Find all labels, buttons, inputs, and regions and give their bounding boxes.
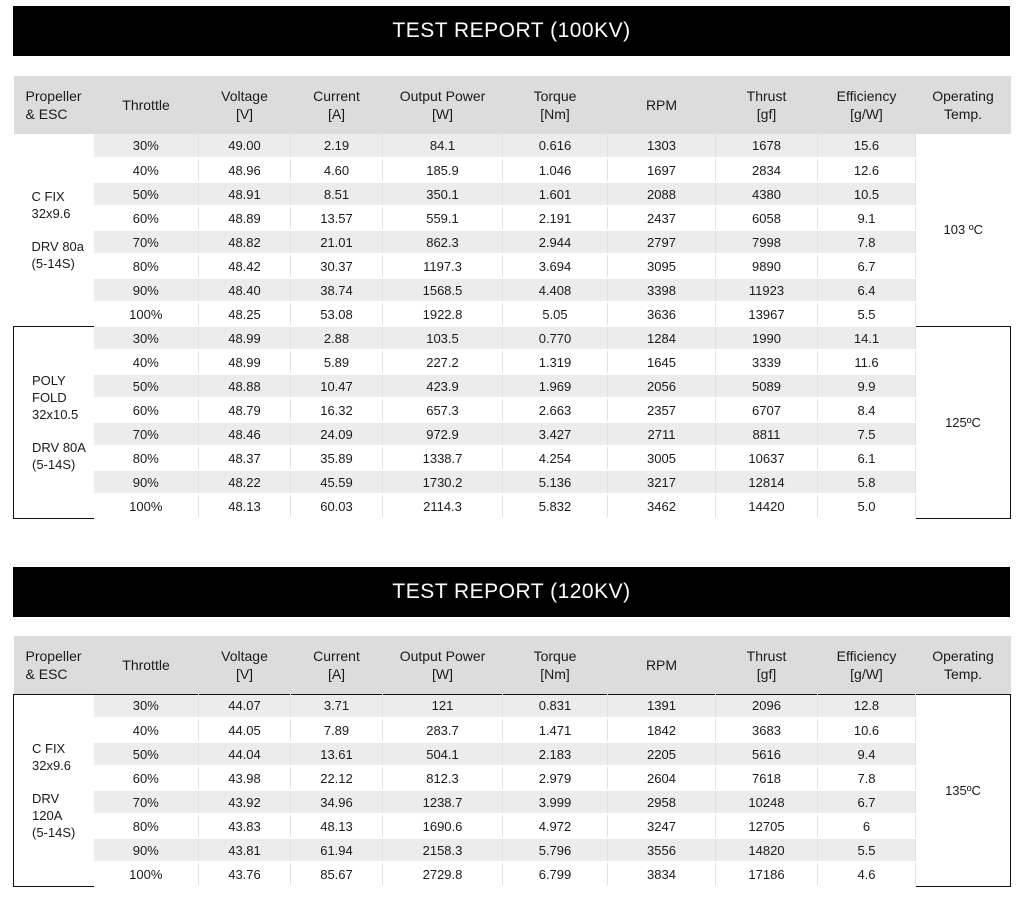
- cell-throttle: 70%: [94, 790, 199, 814]
- table-row: [14, 422, 1011, 446]
- cell-torque: 5.832: [503, 494, 608, 518]
- cell-efficiency: 6.7: [818, 790, 916, 814]
- cell-efficiency: 9.4: [818, 742, 916, 766]
- esc-name-line: (5-14S): [31, 255, 75, 271]
- cell-thrust: 7618: [716, 766, 818, 790]
- table-row: [14, 446, 1011, 470]
- esc-name-line: (5-14S): [32, 824, 76, 840]
- cell-thrust: 10248: [716, 790, 818, 814]
- table-row: [14, 694, 1011, 718]
- cell-output-power: 2729.8: [383, 862, 503, 886]
- cell-thrust: 12814: [716, 470, 818, 494]
- cell-current: 5.89: [291, 350, 383, 374]
- cell-rpm: 2056: [608, 374, 716, 398]
- cell-efficiency: 14.1: [818, 326, 916, 350]
- cell-torque: 6.799: [503, 862, 608, 886]
- cell-throttle: 80%: [94, 254, 199, 278]
- cell-throttle: 80%: [94, 446, 199, 470]
- cell-torque: 2.663: [503, 398, 608, 422]
- operating-temp-value: 135ºC: [916, 694, 1011, 886]
- cell-output-power: 1338.7: [383, 446, 503, 470]
- cell-voltage: 43.81: [199, 838, 291, 862]
- report-section: [14, 134, 1011, 326]
- cell-rpm: 3834: [608, 862, 716, 886]
- cell-thrust: 14420: [716, 494, 818, 518]
- header-efficiency: Efficiency [g/W]: [818, 76, 916, 134]
- table-row: [14, 470, 1011, 494]
- cell-efficiency: 9.9: [818, 374, 916, 398]
- cell-current: 60.03: [291, 494, 383, 518]
- table-row: [14, 350, 1011, 374]
- cell-voltage: 48.46: [199, 422, 291, 446]
- cell-efficiency: 6.7: [818, 254, 916, 278]
- cell-thrust: 10637: [716, 446, 818, 470]
- cell-voltage: 48.82: [199, 230, 291, 254]
- propeller-name-line: 32x9.6: [32, 757, 72, 773]
- cell-current: 13.61: [291, 742, 383, 766]
- cell-output-power: 1730.2: [383, 470, 503, 494]
- cell-torque: 5.136: [503, 470, 608, 494]
- cell-rpm: 3556: [608, 838, 716, 862]
- cell-voltage: 44.04: [199, 742, 291, 766]
- cell-rpm: 3247: [608, 814, 716, 838]
- cell-thrust: 2096: [716, 694, 818, 718]
- propeller-esc-label: [14, 134, 94, 326]
- cell-rpm: 3636: [608, 302, 716, 326]
- table-row: [14, 398, 1011, 422]
- cell-voltage: 48.99: [199, 326, 291, 350]
- cell-current: 8.51: [291, 182, 383, 206]
- cell-efficiency: 11.6: [818, 350, 916, 374]
- cell-rpm: 1842: [608, 718, 716, 742]
- table-row: [14, 134, 1011, 158]
- cell-throttle: 70%: [94, 422, 199, 446]
- cell-output-power: 2114.3: [383, 494, 503, 518]
- header-current: Current [A]: [291, 76, 383, 134]
- cell-output-power: 283.7: [383, 718, 503, 742]
- table-row: [14, 302, 1011, 326]
- cell-efficiency: 5.0: [818, 494, 916, 518]
- cell-current: 16.32: [291, 398, 383, 422]
- cell-rpm: 2604: [608, 766, 716, 790]
- propeller-name-line: C FIX: [32, 740, 66, 756]
- cell-thrust: 11923: [716, 278, 818, 302]
- cell-efficiency: 4.6: [818, 862, 916, 886]
- propeller-name-line: 32x9.6: [31, 205, 71, 221]
- cell-torque: 0.770: [503, 326, 608, 350]
- propeller-name-line: FOLD: [32, 389, 67, 405]
- report-title: TEST REPORT (100KV): [13, 6, 1010, 56]
- cell-thrust: 3339: [716, 350, 818, 374]
- cell-thrust: 4380: [716, 182, 818, 206]
- cell-torque: 1.319: [503, 350, 608, 374]
- cell-voltage: 48.13: [199, 494, 291, 518]
- cell-torque: 1.969: [503, 374, 608, 398]
- cell-thrust: 1678: [716, 134, 818, 158]
- cell-efficiency: 8.4: [818, 398, 916, 422]
- cell-efficiency: 12.8: [818, 694, 916, 718]
- cell-efficiency: 6.1: [818, 446, 916, 470]
- cell-output-power: 423.9: [383, 374, 503, 398]
- cell-torque: 2.191: [503, 206, 608, 230]
- report-section: [14, 694, 1011, 886]
- propeller-esc-label: [14, 326, 94, 518]
- cell-current: 21.01: [291, 230, 383, 254]
- cell-voltage: 44.07: [199, 694, 291, 718]
- cell-torque: 1.046: [503, 158, 608, 182]
- cell-output-power: 862.3: [383, 230, 503, 254]
- cell-rpm: 2357: [608, 398, 716, 422]
- cell-throttle: 40%: [94, 158, 199, 182]
- cell-rpm: 2205: [608, 742, 716, 766]
- table-row: [14, 206, 1011, 230]
- cell-throttle: 90%: [94, 278, 199, 302]
- cell-thrust: 9890: [716, 254, 818, 278]
- cell-current: 53.08: [291, 302, 383, 326]
- cell-current: 24.09: [291, 422, 383, 446]
- cell-voltage: 48.91: [199, 182, 291, 206]
- cell-voltage: 48.37: [199, 446, 291, 470]
- header-thrust: Thrust [gf]: [716, 76, 818, 134]
- cell-output-power: 657.3: [383, 398, 503, 422]
- cell-thrust: 2834: [716, 158, 818, 182]
- cell-rpm: 1697: [608, 158, 716, 182]
- cell-throttle: 30%: [94, 326, 199, 350]
- propeller-name-line: 32x10.5: [32, 406, 79, 422]
- cell-throttle: 40%: [94, 718, 199, 742]
- cell-current: 61.94: [291, 838, 383, 862]
- report-title: TEST REPORT (120KV): [13, 567, 1010, 617]
- cell-torque: 3.427: [503, 422, 608, 446]
- cell-throttle: 70%: [94, 230, 199, 254]
- header-voltage: Voltage [V]: [199, 76, 291, 134]
- cell-current: 38.74: [291, 278, 383, 302]
- header-rpm: RPM: [608, 76, 716, 134]
- cell-torque: 3.999: [503, 790, 608, 814]
- cell-throttle: 30%: [94, 134, 199, 158]
- cell-throttle: 80%: [94, 814, 199, 838]
- header-operating-temp: Operating Temp.: [916, 76, 1011, 134]
- cell-output-power: 227.2: [383, 350, 503, 374]
- cell-throttle: 60%: [94, 398, 199, 422]
- cell-voltage: 48.22: [199, 470, 291, 494]
- header-output-power: Output Power [W]: [383, 76, 503, 134]
- cell-throttle: 50%: [94, 182, 199, 206]
- cell-torque: 2.979: [503, 766, 608, 790]
- table-row: [14, 254, 1011, 278]
- cell-torque: 3.694: [503, 254, 608, 278]
- cell-current: 10.47: [291, 374, 383, 398]
- cell-efficiency: 7.8: [818, 766, 916, 790]
- cell-thrust: 3683: [716, 718, 818, 742]
- cell-thrust: 12705: [716, 814, 818, 838]
- cell-output-power: 1197.3: [383, 254, 503, 278]
- cell-output-power: 559.1: [383, 206, 503, 230]
- cell-voltage: 43.83: [199, 814, 291, 838]
- table-row: [14, 838, 1011, 862]
- cell-output-power: 972.9: [383, 422, 503, 446]
- header-propeller-esc: Propeller & ESC: [14, 636, 94, 694]
- cell-rpm: 1645: [608, 350, 716, 374]
- table-row: [14, 742, 1011, 766]
- cell-current: 30.37: [291, 254, 383, 278]
- cell-rpm: 2088: [608, 182, 716, 206]
- cell-thrust: 5616: [716, 742, 818, 766]
- cell-output-power: 1568.5: [383, 278, 503, 302]
- table-row: [14, 790, 1011, 814]
- cell-current: 2.19: [291, 134, 383, 158]
- cell-voltage: 48.79: [199, 398, 291, 422]
- cell-voltage: 44.05: [199, 718, 291, 742]
- cell-rpm: 2711: [608, 422, 716, 446]
- cell-efficiency: 5.5: [818, 302, 916, 326]
- cell-torque: 4.972: [503, 814, 608, 838]
- cell-voltage: 48.88: [199, 374, 291, 398]
- cell-rpm: 1284: [608, 326, 716, 350]
- table-row: [14, 278, 1011, 302]
- cell-output-power: 504.1: [383, 742, 503, 766]
- cell-voltage: 48.99: [199, 350, 291, 374]
- cell-torque: 0.831: [503, 694, 608, 718]
- header-throttle: Throttle: [94, 76, 199, 134]
- propeller-name-line: POLY: [32, 372, 66, 388]
- propeller-esc-label: [14, 694, 94, 886]
- cell-rpm: 3095: [608, 254, 716, 278]
- header-throttle: Throttle: [94, 636, 199, 694]
- cell-thrust: 6058: [716, 206, 818, 230]
- cell-rpm: 2958: [608, 790, 716, 814]
- cell-current: 2.88: [291, 326, 383, 350]
- esc-name-line: DRV 80A: [32, 439, 86, 455]
- cell-rpm: 1391: [608, 694, 716, 718]
- cell-output-power: 1690.6: [383, 814, 503, 838]
- cell-rpm: 2797: [608, 230, 716, 254]
- cell-torque: 5.05: [503, 302, 608, 326]
- cell-voltage: 48.25: [199, 302, 291, 326]
- cell-throttle: 90%: [94, 470, 199, 494]
- cell-current: 3.71: [291, 694, 383, 718]
- cell-voltage: 48.96: [199, 158, 291, 182]
- cell-efficiency: 10.6: [818, 718, 916, 742]
- cell-voltage: 43.76: [199, 862, 291, 886]
- operating-temp-value: 103 ºC: [916, 134, 1011, 326]
- cell-throttle: 100%: [94, 862, 199, 886]
- cell-output-power: 812.3: [383, 766, 503, 790]
- header-efficiency: Efficiency [g/W]: [818, 636, 916, 694]
- header-thrust: Thrust [gf]: [716, 636, 818, 694]
- cell-throttle: 100%: [94, 494, 199, 518]
- cell-torque: 2.944: [503, 230, 608, 254]
- cell-throttle: 40%: [94, 350, 199, 374]
- cell-current: 34.96: [291, 790, 383, 814]
- cell-torque: 1.601: [503, 182, 608, 206]
- cell-efficiency: 7.8: [818, 230, 916, 254]
- cell-voltage: 48.40: [199, 278, 291, 302]
- cell-voltage: 48.89: [199, 206, 291, 230]
- test-report-table: [13, 76, 1011, 519]
- cell-voltage: 49.00: [199, 134, 291, 158]
- table-row: [14, 326, 1011, 350]
- cell-output-power: 1238.7: [383, 790, 503, 814]
- cell-throttle: 90%: [94, 838, 199, 862]
- cell-current: 85.67: [291, 862, 383, 886]
- cell-efficiency: 5.8: [818, 470, 916, 494]
- label-spacer: [32, 222, 94, 238]
- cell-rpm: 3462: [608, 494, 716, 518]
- table-row: [14, 230, 1011, 254]
- table-row: [14, 374, 1011, 398]
- cell-throttle: 30%: [94, 694, 199, 718]
- cell-efficiency: 9.1: [818, 206, 916, 230]
- table-row: [14, 814, 1011, 838]
- header-operating-temp: Operating Temp.: [916, 636, 1011, 694]
- table-row: [14, 494, 1011, 518]
- esc-name-line: DRV: [32, 790, 60, 806]
- cell-current: 22.12: [291, 766, 383, 790]
- cell-torque: 1.471: [503, 718, 608, 742]
- table-row: [14, 766, 1011, 790]
- cell-thrust: 7998: [716, 230, 818, 254]
- cell-voltage: 43.98: [199, 766, 291, 790]
- cell-thrust: 6707: [716, 398, 818, 422]
- cell-current: 13.57: [291, 206, 383, 230]
- table-row: [14, 718, 1011, 742]
- header-output-power: Output Power [W]: [383, 636, 503, 694]
- cell-output-power: 1922.8: [383, 302, 503, 326]
- cell-efficiency: 10.5: [818, 182, 916, 206]
- cell-output-power: 121: [383, 694, 503, 718]
- cell-torque: 4.408: [503, 278, 608, 302]
- cell-output-power: 84.1: [383, 134, 503, 158]
- test-report-table: [13, 636, 1011, 887]
- header-torque: Torque [Nm]: [503, 76, 608, 134]
- header-voltage: Voltage [V]: [199, 636, 291, 694]
- cell-throttle: 100%: [94, 302, 199, 326]
- esc-name-line: DRV 80a: [31, 238, 85, 254]
- cell-current: 45.59: [291, 470, 383, 494]
- cell-thrust: 8811: [716, 422, 818, 446]
- cell-thrust: 17186: [716, 862, 818, 886]
- cell-output-power: 103.5: [383, 326, 503, 350]
- cell-efficiency: 12.6: [818, 158, 916, 182]
- label-spacer: [32, 774, 94, 790]
- cell-throttle: 50%: [94, 742, 199, 766]
- cell-throttle: 50%: [94, 374, 199, 398]
- cell-output-power: 2158.3: [383, 838, 503, 862]
- cell-current: 4.60: [291, 158, 383, 182]
- cell-rpm: 3217: [608, 470, 716, 494]
- cell-efficiency: 6.4: [818, 278, 916, 302]
- cell-torque: 0.616: [503, 134, 608, 158]
- cell-efficiency: 5.5: [818, 838, 916, 862]
- cell-torque: 4.254: [503, 446, 608, 470]
- cell-rpm: 3398: [608, 278, 716, 302]
- cell-current: 35.89: [291, 446, 383, 470]
- cell-thrust: 5089: [716, 374, 818, 398]
- label-spacer: [32, 423, 94, 439]
- header-torque: Torque [Nm]: [503, 636, 608, 694]
- header-propeller-esc: Propeller & ESC: [14, 76, 94, 134]
- header-rpm: RPM: [608, 636, 716, 694]
- cell-output-power: 185.9: [383, 158, 503, 182]
- cell-efficiency: 7.5: [818, 422, 916, 446]
- cell-voltage: 48.42: [199, 254, 291, 278]
- table-row: [14, 862, 1011, 886]
- operating-temp-value: 125ºC: [916, 326, 1011, 518]
- cell-torque: 5.796: [503, 838, 608, 862]
- report-section: [14, 326, 1011, 518]
- esc-name-line: (5-14S): [32, 456, 76, 472]
- cell-output-power: 350.1: [383, 182, 503, 206]
- cell-thrust: 13967: [716, 302, 818, 326]
- cell-current: 48.13: [291, 814, 383, 838]
- cell-thrust: 14820: [716, 838, 818, 862]
- cell-current: 7.89: [291, 718, 383, 742]
- cell-thrust: 1990: [716, 326, 818, 350]
- propeller-name-line: C FIX: [31, 188, 65, 204]
- cell-torque: 2.183: [503, 742, 608, 766]
- header-current: Current [A]: [291, 636, 383, 694]
- cell-voltage: 43.92: [199, 790, 291, 814]
- table-row: [14, 158, 1011, 182]
- cell-rpm: 1303: [608, 134, 716, 158]
- esc-name-line: 120A: [32, 807, 63, 823]
- cell-efficiency: 15.6: [818, 134, 916, 158]
- cell-throttle: 60%: [94, 766, 199, 790]
- table-row: [14, 182, 1011, 206]
- cell-efficiency: 6: [818, 814, 916, 838]
- cell-rpm: 3005: [608, 446, 716, 470]
- cell-rpm: 2437: [608, 206, 716, 230]
- cell-throttle: 60%: [94, 206, 199, 230]
